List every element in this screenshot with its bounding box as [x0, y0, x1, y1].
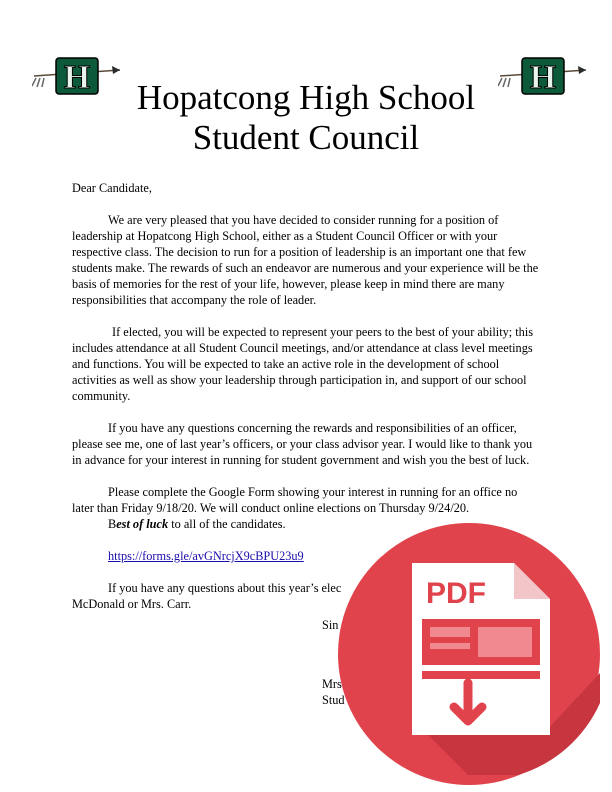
paragraph-5-line-1: If you have any questions about this year’s elec: [108, 581, 342, 595]
paragraph-1-text: We are very pleased that you have decided to consider running for a position of leadership at Hopatcong High School, either as a Student Council Officer or with your respective class. The decision to run for a position of leadership is an important one that few students make. The rewards of such an endeavor are numerous and your experience will be the basis of memories for the rest of your life, however, please keep in mind there are many responsibilities that accompany the role of leader.: [72, 213, 539, 307]
paragraph-3: [72, 420, 542, 468]
best-of-luck-rest: to all of the candidates.: [168, 517, 286, 531]
pdf-block-line: [430, 643, 470, 649]
google-form-link[interactable]: https://forms.gle/avGNrcjX9cBPU23u9: [108, 549, 304, 563]
pdf-block-panel: [478, 627, 532, 657]
paragraph-2: [72, 324, 542, 404]
title-line-1: Hopatcong High School: [136, 78, 476, 117]
logo-letter: H: [63, 59, 91, 96]
best-of-luck-emphasis: est of luck: [116, 517, 169, 531]
pdf-download-icon[interactable]: [338, 523, 600, 785]
closing: Sin: [322, 618, 339, 632]
pdf-block-line: [430, 627, 470, 637]
pdf-block-line: [422, 671, 540, 679]
paragraph-3-text: If you have any questions concerning the rewards and responsibilities of an officer, please see me, one of last year’s officers, or your class advisor year. I would like to thank you in advance for your interest in running for student government and wish you the best of luck.: [72, 421, 533, 467]
signature-line-2: Stud: [322, 693, 345, 707]
paragraph-4: [72, 484, 542, 516]
salutation: Dear Candidate,: [72, 181, 152, 195]
pdf-label: PDF: [426, 577, 486, 610]
paragraph-2-text: If elected, you will be expected to represent your peers to the best of your ability; this includes attendance at all Student Council meetings, and/or attendance at class level meetings and functions. You will be expected to take an active role in the development of school activities as well as show your leadership through participation in, and support of our school community.: [72, 325, 534, 403]
paragraph-4-text: Please complete the Google Form showing your interest in running for an office no later than Friday 9/18/20. We will conduct online elections on Thursday 9/24/20.: [72, 485, 518, 515]
best-initial: B: [108, 517, 117, 531]
paragraph-1: [72, 212, 542, 308]
signature-line-1: Mrs: [322, 677, 342, 691]
title-line-2: Student Council: [192, 118, 420, 157]
logo-letter: H: [529, 59, 557, 96]
paragraph-5-line-2: McDonald or Mrs. Carr.: [72, 597, 192, 611]
page-title: [0, 78, 612, 158]
